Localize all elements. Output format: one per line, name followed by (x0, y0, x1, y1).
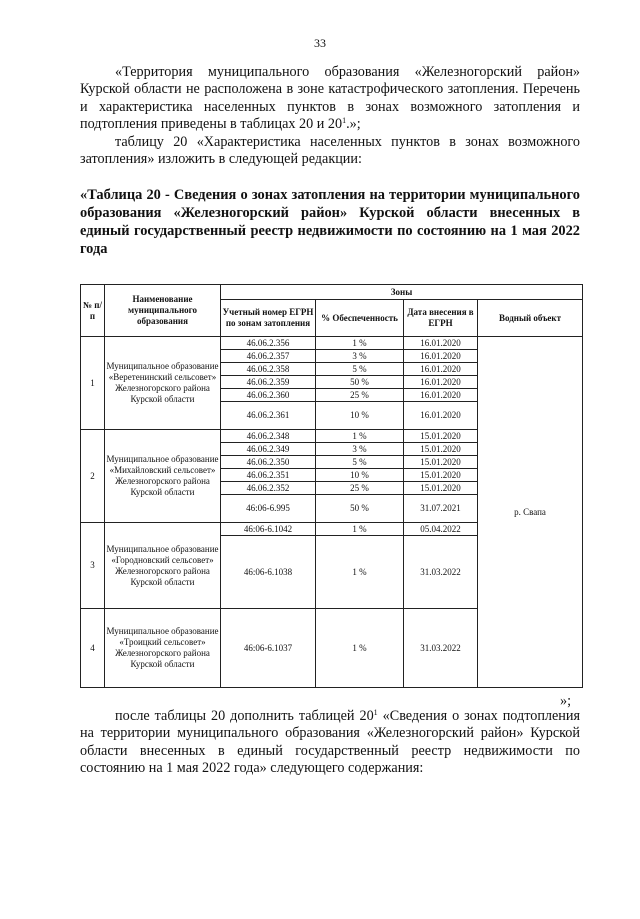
header-zones: Зоны (221, 285, 583, 300)
egrn-number: 46.06.2.350 (221, 456, 316, 469)
page-number: 33 (314, 36, 326, 50)
header-water-object: Водный объект (478, 300, 583, 337)
entry-date: 31.07.2021 (404, 495, 478, 523)
closing-quote-mark: »; (560, 693, 572, 709)
entry-date: 16.01.2020 (404, 363, 478, 376)
entry-date: 16.01.2020 (404, 337, 478, 350)
table-title: «Таблица 20 - Сведения о зонах затопления на территории муниципального образования «Железногорский район» Курской области внесенных в единый государственный реестр недвижимости по состоянию на 1 мая 2022 года (80, 187, 580, 257)
header-percent: % Обеспеченность (316, 300, 404, 337)
percent-value: 5 % (316, 456, 404, 469)
percent-value: 25 % (316, 389, 404, 402)
header-egrn: Учетный номер ЕГРН по зонам затопления (221, 300, 316, 337)
entry-date: 16.01.2020 (404, 376, 478, 389)
zones-table (80, 284, 583, 688)
entry-date: 05.04.2022 (404, 523, 478, 536)
egrn-number: 46:06-6.995 (221, 495, 316, 523)
egrn-number: 46:06-6.1042 (221, 523, 316, 536)
egrn-number: 46.06.2.349 (221, 443, 316, 456)
municipality-name: Муниципальное образование «Михайловский сельсовет» Железногорского района Курской области (105, 430, 221, 523)
percent-value: 25 % (316, 482, 404, 495)
egrn-number: 46:06-6.1037 (221, 609, 316, 688)
intro-paragraph-text: «Территория муниципального образования «Железногорский район» Курской области не расположена в зоне катастрофического затопления. Перечень и характеристика населенных пунктов в зонах возможного затопления и подтопления приведены в таблицах 20 и 20 (80, 64, 580, 133)
entry-date: 16.01.2020 (404, 402, 478, 430)
percent-value: 1 % (316, 523, 404, 536)
entry-date: 16.01.2020 (404, 350, 478, 363)
egrn-number: 46.06.2.357 (221, 350, 316, 363)
percent-value: 1 % (316, 337, 404, 350)
footnote-mark: 1 (373, 708, 378, 717)
entry-date: 15.01.2020 (404, 469, 478, 482)
egrn-number: 46.06.2.359 (221, 376, 316, 389)
row-number: 3 (81, 523, 105, 609)
percent-value: 50 % (316, 495, 404, 523)
entry-date: 15.01.2020 (404, 456, 478, 469)
percent-value: 50 % (316, 376, 404, 389)
entry-date: 16.01.2020 (404, 389, 478, 402)
municipality-name: Муниципальное образование «Городновский сельсовет» Железногорского района Курской области (105, 523, 221, 609)
municipality-name: Муниципальное образование «Троицкий сельсовет» Железногорского района Курской области (105, 609, 221, 688)
water-object: р. Свапа (478, 337, 583, 688)
table-row (81, 337, 583, 350)
percent-value: 1 % (316, 536, 404, 609)
percent-value: 10 % (316, 402, 404, 430)
header-municipality: Наименование муниципального образования (105, 285, 221, 337)
municipality-name: Муниципальное образование «Веретенинский сельсовет» Железногорского района Курской области (105, 337, 221, 430)
percent-value: 1 % (316, 609, 404, 688)
entry-date: 15.01.2020 (404, 443, 478, 456)
addition-paragraph-end: «Сведения о зонах подтопления на территории муниципального образования «Железногорский район» Курской области внесенных в единый государственный реестр недвижимости по состоянию на 1 мая 2022 года» следующего содержания: (80, 708, 581, 777)
intro-paragraph-end: .»; (346, 116, 361, 133)
percent-value: 3 % (316, 350, 404, 363)
egrn-number: 46.06.2.348 (221, 430, 316, 443)
intro-paragraph (80, 64, 580, 134)
egrn-number: 46.06.2.351 (221, 469, 316, 482)
row-number: 4 (81, 609, 105, 688)
percent-value: 1 % (316, 430, 404, 443)
entry-date: 15.01.2020 (404, 482, 478, 495)
row-number: 2 (81, 430, 105, 523)
egrn-number: 46.06.2.352 (221, 482, 316, 495)
entry-date: 31.03.2022 (404, 536, 478, 609)
percent-value: 3 % (316, 443, 404, 456)
egrn-number: 46:06-6.1038 (221, 536, 316, 609)
percent-value: 10 % (316, 469, 404, 482)
addition-paragraph (80, 708, 580, 778)
percent-value: 5 % (316, 363, 404, 376)
egrn-number: 46.06.2.360 (221, 389, 316, 402)
egrn-number: 46.06.2.358 (221, 363, 316, 376)
entry-date: 31.03.2022 (404, 609, 478, 688)
egrn-number: 46.06.2.356 (221, 337, 316, 350)
header-date: Дата внесения в ЕГРН (404, 300, 478, 337)
row-number: 1 (81, 337, 105, 430)
addition-paragraph-start: после таблицы 20 дополнить таблицей 20 (115, 708, 374, 724)
footnote-mark: 1 (342, 116, 347, 126)
egrn-number: 46.06.2.361 (221, 402, 316, 430)
amendment-paragraph: таблицу 20 «Характеристика населенных пунктов в зонах возможного затопления» изложить в следующей редакции: (80, 134, 580, 168)
zones-table-body (81, 337, 583, 688)
entry-date: 15.01.2020 (404, 430, 478, 443)
header-number: № п/п (81, 285, 105, 337)
